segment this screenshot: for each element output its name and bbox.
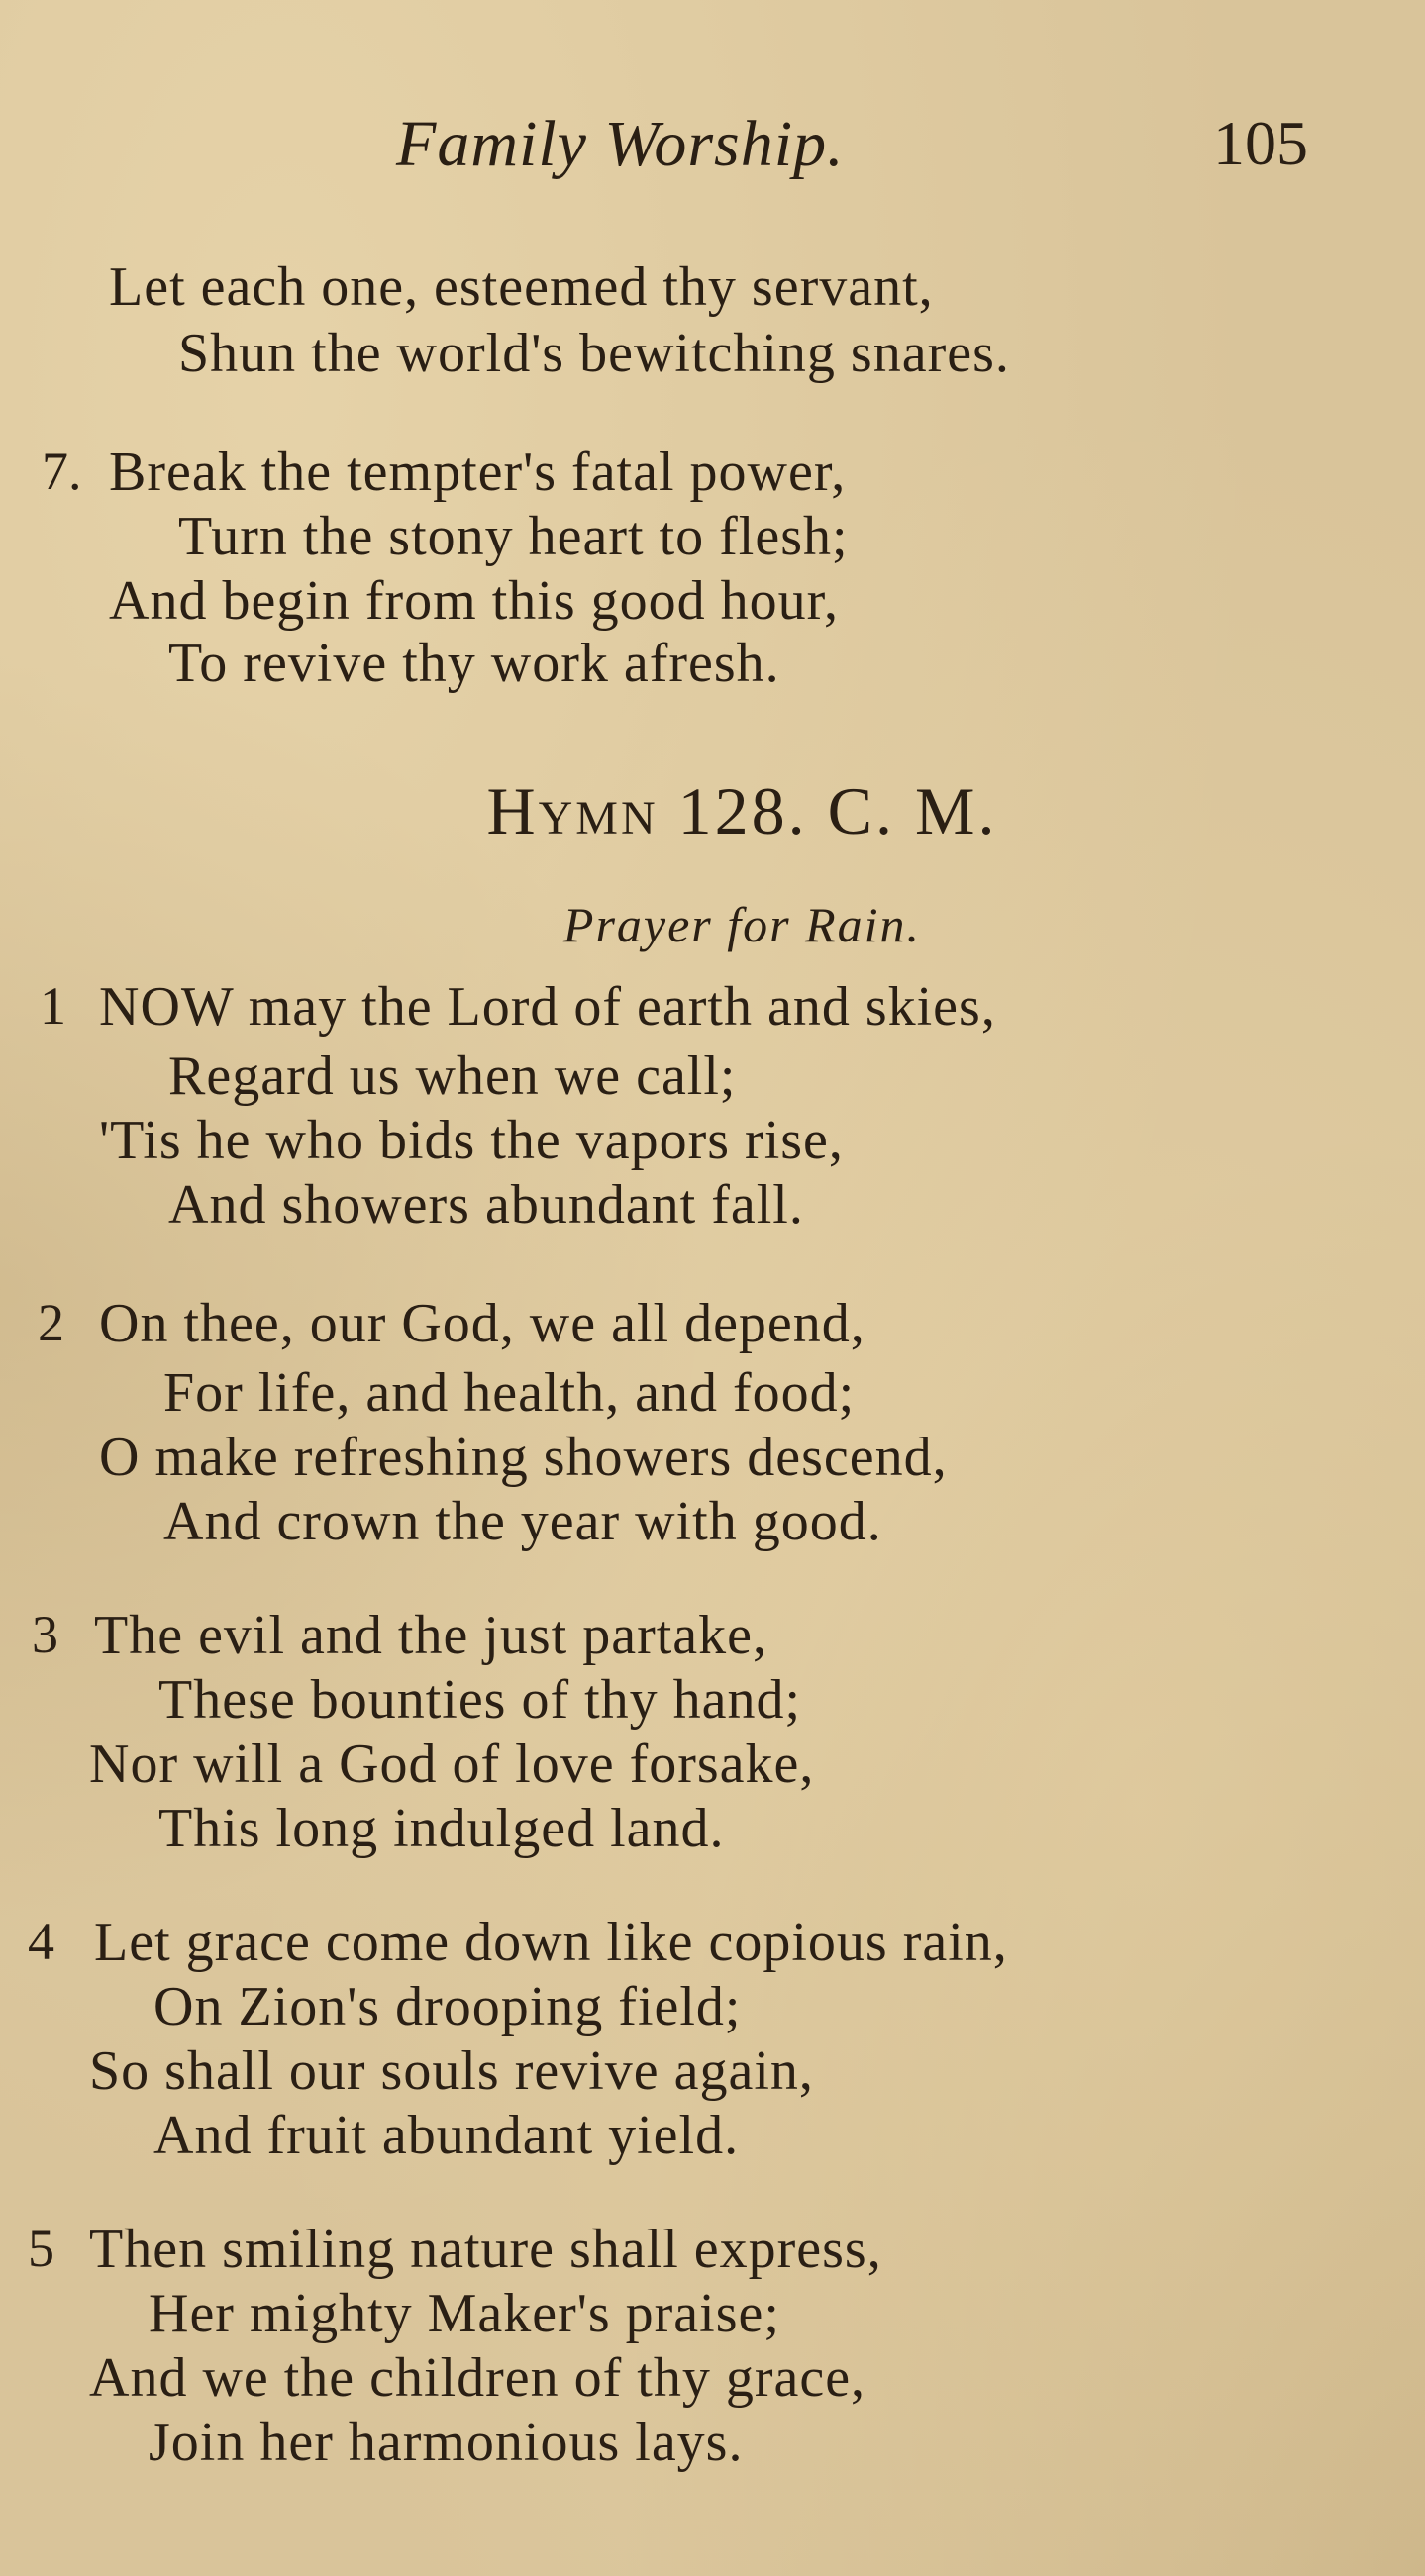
stanza-number: 7.	[42, 442, 82, 501]
stanza-number: 1	[40, 976, 66, 1036]
verse-line: Then smiling nature shall express,	[89, 2219, 882, 2280]
verse-line: To revive thy work afresh.	[168, 633, 780, 694]
verse-line: Shun the world's bewitching snares.	[178, 323, 1010, 384]
verse-line: The evil and the just partake,	[94, 1605, 767, 1666]
running-head	[0, 107, 1425, 186]
verse-line: This long indulged land.	[158, 1798, 725, 1859]
stanza-number: 4	[28, 1912, 54, 1971]
verse-line: And fruit abundant yield.	[153, 2105, 740, 2166]
verse-line: Turn the stony heart to flesh;	[178, 506, 849, 567]
verse-line: On thee, our God, we all depend,	[99, 1293, 865, 1354]
verse-line: These bounties of thy hand;	[158, 1669, 802, 1731]
verse-line: Her mighty Maker's praise;	[149, 2283, 780, 2344]
verse-line: And crown the year with good.	[163, 1491, 882, 1552]
stanza-number: 2	[38, 1293, 64, 1352]
verse-line: Let grace come down like copious rain,	[94, 1912, 1008, 1973]
verse-line: And showers abundant fall.	[168, 1174, 804, 1236]
verse-line: And we the children of thy grace,	[89, 2347, 866, 2409]
verse-line: And begin from this good hour,	[109, 570, 840, 632]
stanza-number: 5	[28, 2219, 54, 2278]
verse-line: Nor will a God of love forsake,	[89, 1734, 815, 1795]
verse-line: 'Tis he who bids the vapors rise,	[99, 1110, 844, 1171]
verse-line: So shall our souls revive again,	[89, 2040, 814, 2102]
verse-line: Let each one, esteemed thy servant,	[109, 256, 934, 318]
verse-line: O make refreshing showers descend,	[99, 1427, 948, 1488]
stanza-number: 3	[32, 1605, 58, 1664]
verse-line: Join her harmonious lays.	[149, 2412, 744, 2473]
verse-line: Break the tempter's fatal power,	[109, 442, 847, 503]
hymn-subtitle: Prayer for Rain.	[562, 897, 922, 952]
verse-line: On Zion's drooping field;	[153, 1976, 742, 2037]
hymn-heading: Hymn 128. C. M.	[486, 773, 998, 848]
verse-line: NOW may the Lord of earth and skies,	[99, 976, 996, 1038]
verse-line: For life, and health, and food;	[163, 1362, 856, 1424]
verse-line: Regard us when we call;	[168, 1045, 737, 1107]
page-number: 105	[1213, 108, 1308, 178]
running-title: Family Worship.	[396, 108, 845, 180]
